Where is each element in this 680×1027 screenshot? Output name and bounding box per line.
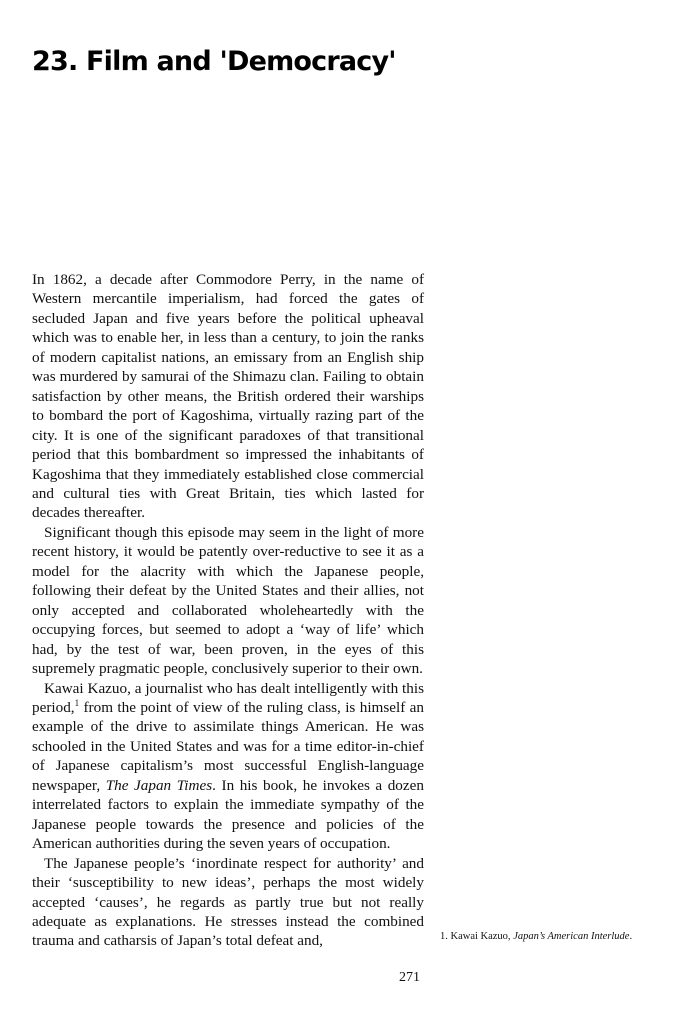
page-number: 271 xyxy=(399,970,420,985)
footnote-author: Kawai Kazuo, xyxy=(450,931,511,942)
paragraph-text: from the point of view of the ruling class, is himself an example of the drive to assimilate things American. He was schooled in the United States and was for a time editor-in-chief of Japanese capitalism’s most successful English-language newspaper, xyxy=(32,698,424,794)
paragraph xyxy=(32,679,424,854)
footnote xyxy=(440,930,640,944)
footnote-marker: 1. xyxy=(440,931,448,942)
chapter-title: 23. Film and 'Democracy' xyxy=(32,46,396,77)
newspaper-title: The Japan Times xyxy=(105,776,213,794)
footnote-reference: 1 xyxy=(74,697,80,708)
paragraph: The Japanese people’s ‘inordinate respect for authority’ and their ‘susceptibility to new ideas’, perhaps the most widely accepted ‘causes’, he regards as partly true but not really adequate as explanations. He stresses instead the combined trauma and catharsis of Japan’s total defeat and, xyxy=(32,854,424,950)
paragraph: In 1862, a decade after Commodore Perry, in the name of Western mercantile imperialism, had forced the gates of secluded Japan and five years before the political upheaval which was to enable her, in less than a century, to join the ranks of modern capitalist nations, an emissary from an English ship was murdered by samurai of the Shimazu clan. Failing to obtain satisfaction by other means, the British ordered their warships to bombard the port of Kagoshima, virtually razing part of the city. It is one of the significant paradoxes of that transitional period that this bombardment so impressed the inhabitants of Kagoshima that they immediately established close commercial and cultural ties with Great Britain, ties which lasted for decades thereafter. xyxy=(32,271,424,522)
paragraph-text: Kawai Kazuo, a journalist who has dealt intelligently with this period, xyxy=(32,679,424,716)
paragraph-text: . In his book, he invokes a dozen interrelated factors to explain the immediate sympathy of the Japanese people towards the presence and policies of the American authorities during the seven years of occupation. xyxy=(32,776,424,853)
footnote-end: . xyxy=(629,931,633,942)
paragraph: Significant though this episode may seem in the light of more recent history, it would be patently over-reductive to see it as a model for the alacrity with which the Japanese people, following their defeat by the United States and their allies, not only accepted and collaborated wholeheartedly with the occupying forces, but seemed to adopt a ‘way of life’ which had, by the test of war, been proven, in the eyes of this supremely pragmatic people, conclusively superior to their own. xyxy=(32,523,424,678)
body-text xyxy=(32,270,424,951)
footnote-work-title: Japan’s American Interlude xyxy=(513,931,630,942)
